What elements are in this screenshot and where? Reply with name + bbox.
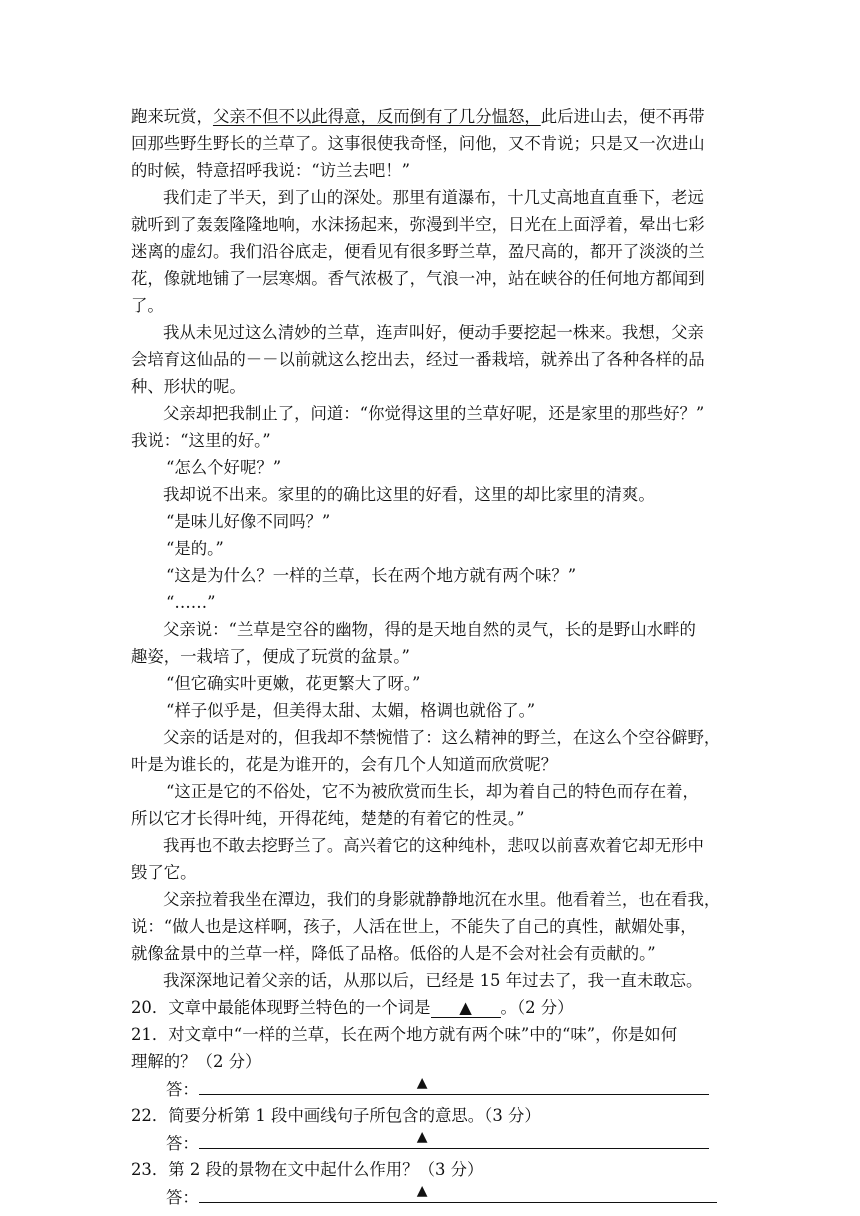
passage-line: “怎么个好呢？” [166, 458, 282, 477]
passage-line: 花，像就地铺了一层寒烟。香气浓极了，气浪一冲，站在峡谷的任何地方都闻到 [131, 269, 705, 288]
question-22: 22．简要分析第 1 段中画线句子所包含的意思。（3 分） [131, 1106, 541, 1125]
answer-label: 答： [166, 1134, 199, 1153]
answer-label: 答： [166, 1188, 199, 1207]
passage-line: 迷离的虚幻。我们沿谷底走，便看见有很多野兰草，盈尺高的，都开了淡淡的兰 [131, 242, 705, 261]
passage-line: 我深深地记着父亲的话，从那以后，已经是 15 年过去了，我一直未敢忘。 [163, 971, 703, 990]
answer-blank[interactable] [431, 999, 501, 1018]
passage-line: “是的。” [166, 539, 224, 558]
passage-line: “……” [166, 593, 216, 612]
triangle-marker-icon: ▲ [459, 998, 472, 1017]
answer-line[interactable] [199, 1130, 709, 1149]
question-20: 20．文章中最能体现野兰特色的一个词是 ▲ 。（2 分） [131, 998, 574, 1017]
triangle-marker-icon: ▲ [416, 1183, 428, 1199]
passage-line: 毁了它。 [131, 863, 197, 882]
triangle-marker-icon: ▲ [416, 1075, 428, 1091]
passage-line: 我再也不敢去挖野兰了。高兴着它的这种纯朴，悲叹以前喜欢着它却无形中 [163, 836, 704, 855]
answer-row [166, 1076, 766, 1102]
answer-line[interactable] [199, 1076, 709, 1095]
passage-line: 我们走了半天，到了山的深处。那里有道瀑布，十几丈高地直直垂下，老远 [163, 188, 704, 207]
passage-line: 父亲拉着我坐在潭边，我们的身影就静静地沉在水里。他看着兰，也在看我， [163, 890, 721, 909]
answer-row [166, 1184, 766, 1210]
passage-line: 父亲却把我制止了，问道：“你觉得这里的兰草好呢，还是家里的那些好？” [163, 404, 705, 423]
passage-line: 所以它才长得叶纯，开得花纯，楚楚的有着它的性灵。” [131, 809, 525, 828]
passage-line: “这正是它的不俗处，它不为被欣赏而生长，却为着自己的特色而存在着， [166, 782, 699, 801]
passage-line: “样子似乎是，但美得太甜、太媚，格调也就俗了。” [166, 701, 536, 720]
passage-line: 就听到了轰轰隆隆地响，水沫扬起来，弥漫到半空，日光在上面浮着，晕出七彩 [131, 215, 705, 234]
answer-line[interactable] [199, 1184, 717, 1203]
answer-row [166, 1130, 766, 1156]
triangle-marker-icon: ▲ [416, 1129, 428, 1145]
passage-line: 我却说不出来。家里的的确比这里的好看，这里的却比家里的清爽。 [163, 485, 655, 504]
passage-line: 回那些野生野长的兰草了。这事很使我奇怪，问他，又不肯说；只是又一次进山 [131, 134, 705, 153]
passage-line: 趣姿，一栽培了，便成了玩赏的盆景。” [131, 647, 410, 666]
passage-line: 我说：“这里的好。” [131, 431, 271, 450]
passage-line: 我从未见过这么清妙的兰草，连声叫好，便动手要挖起一株来。我想，父亲 [163, 323, 704, 342]
question-21: 21．对文章中“一样的兰草，长在两个地方就有两个味”中的“味”，你是如何 [131, 1025, 678, 1044]
passage-line: 跑来玩赏，父亲不但不以此得意，反而倒有了几分愠怒，此后进山去，便不再带 [131, 107, 705, 126]
passage-line: 了。 [131, 296, 164, 315]
passage-line: 说：“做人也是这样啊，孩子，人活在世上，不能失了自己的真性，献媚处事， [131, 917, 697, 936]
passage-line: 父亲说：“兰草是空谷的幽物，得的是天地自然的灵气，长的是野山水畔的 [163, 620, 696, 639]
question-21-cont: 理解的？（2 分） [131, 1052, 262, 1071]
passage-line: 叶是为谁长的，花是为谁开的，会有几个人知道而欣赏呢？ [131, 755, 558, 774]
passage-line: 会培育这仙品的－－以前就这么挖出去，经过一番栽培，就养出了各种各样的品 [131, 350, 705, 369]
passage-line: 种、形状的呢。 [131, 377, 246, 396]
passage-line: “这是为什么？一样的兰草，长在两个地方就有两个味？” [166, 566, 577, 585]
passage-line: “但它确实叶更嫩，花更繁大了呀。” [166, 674, 421, 693]
question-23: 23．第 2 段的景物在文中起什么作用？（3 分） [131, 1160, 484, 1179]
passage-line: 的时候，特意招呼我说：“访兰去吧！” [131, 161, 411, 180]
answer-label: 答： [166, 1080, 199, 1099]
passage-line: 父亲的话是对的，但我却不禁惋惜了：这么精神的野兰，在这么个空谷僻野， [163, 728, 721, 747]
underlined-sentence: 父亲不但不以此得意，反而倒有了几分愠怒， [212, 107, 541, 126]
passage-line: “是味儿好像不同吗？” [166, 512, 331, 531]
passage-line: 就像盆景中的兰草一样，降低了品格。低俗的人是不会对社会有贡献的。” [131, 944, 656, 963]
